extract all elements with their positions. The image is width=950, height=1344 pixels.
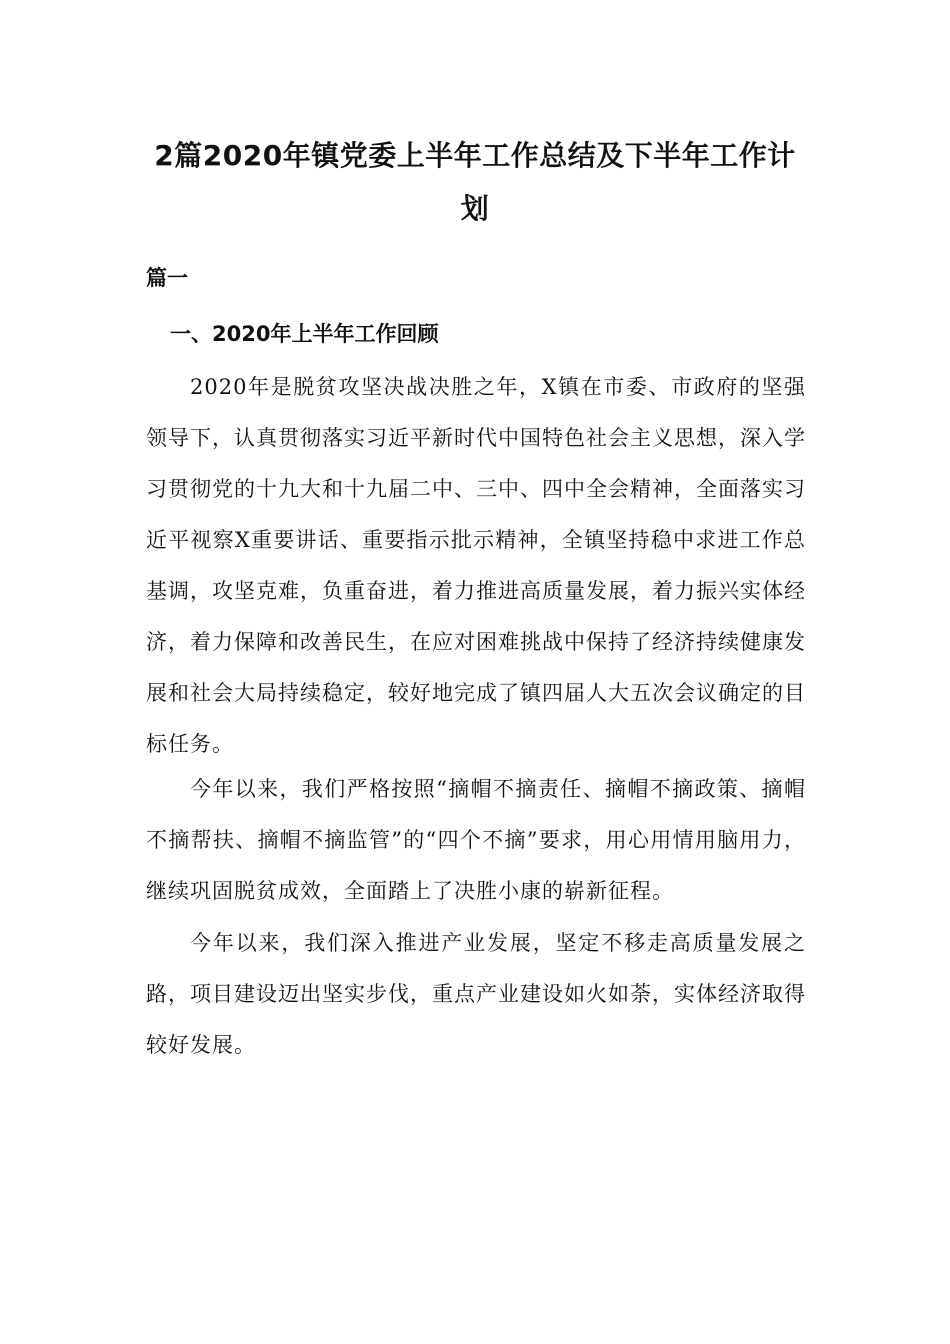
paragraph-3: 今年以来，我们深入推进产业发展，坚定不移走高质量发展之路，项目建设迈出坚实步伐，重点产业建设如火如荼，实体经济取得较好发展。 — [146, 931, 806, 1057]
paragraph-2: 今年以来，我们严格按照“摘帽不摘责任、摘帽不摘政策、摘帽不摘帮扶、摘帽不摘监管”的“四个不摘”要求，用心用情用脑用力，继续巩固脱贫成效，全面踏上了决胜小康的崭新征程。 — [146, 777, 806, 903]
document-title-line-2: 划 — [460, 192, 490, 225]
section-label: 篇一 — [146, 266, 188, 290]
paragraph-1: 2020年是脱贫攻坚决战决胜之年，X镇在市委、市政府的坚强领导下，认真贯彻落实习近平新时代中国特色社会主义思想，深入学习贯彻党的十九大和十九届二中、三中、四中全会精神，全面落实习近平视察X重要讲话、重要指示批示精神，全镇坚持稳中求进工作总基调，攻坚克难，负重奋进，着力推进高质量发展，着力振兴实体经济，着力保障和改善民生，在应对困难挑战中保持了经济持续健康发展和社会大局持续稳定，较好地完成了镇四届人大五次会议确定的目标任务。 — [146, 375, 806, 756]
document-title-line-1: 2篇2020年镇党委上半年工作总结及下半年工作计 — [154, 139, 796, 172]
subheading: 一、2020年上半年工作回顾 — [170, 322, 439, 346]
